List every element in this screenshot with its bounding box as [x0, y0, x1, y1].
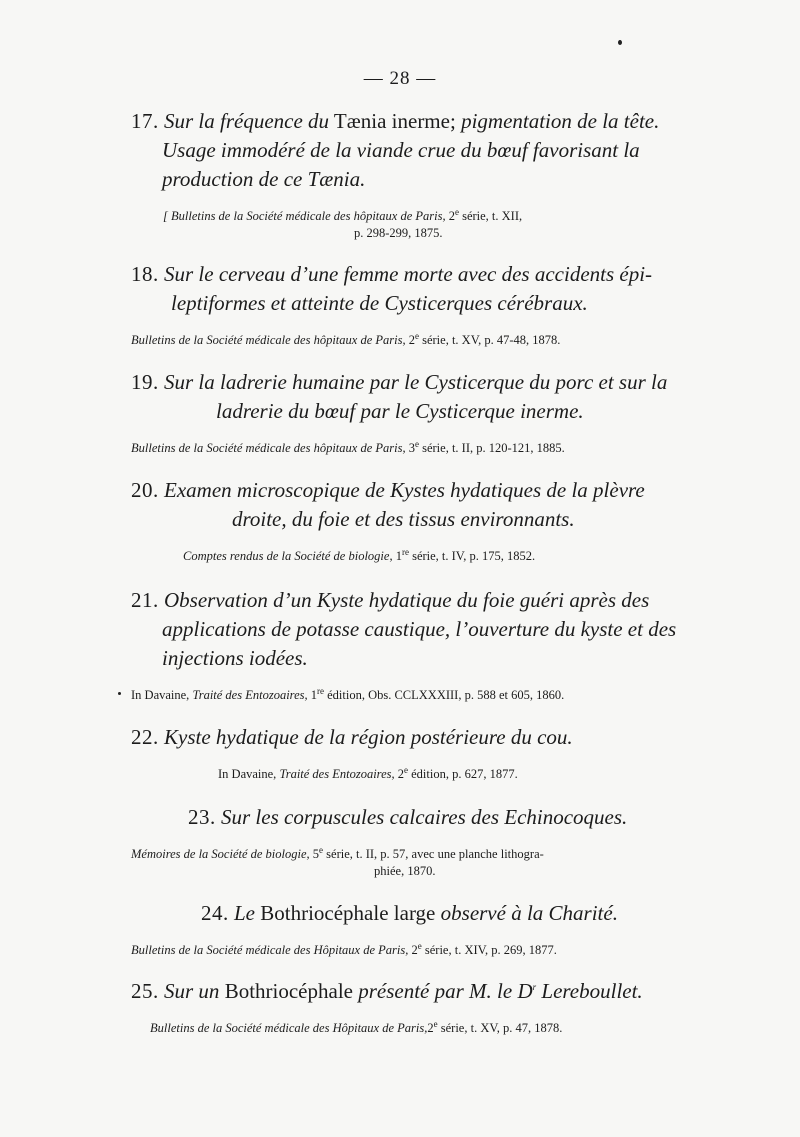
reference-text: 2 [408, 333, 415, 347]
reference-sup: e [414, 330, 419, 341]
entry-reference [0, 766, 800, 783]
reference-text: p. 298-299, 1875. [354, 226, 443, 240]
entry-title-line [0, 615, 800, 644]
title-text: Bothriocéphale large [260, 901, 436, 925]
reference-text: 5 [312, 847, 320, 861]
entry-number: 17. [131, 109, 159, 133]
entry-title-line [0, 289, 800, 318]
reference-text: édition, p. 627, 1877. [407, 767, 518, 781]
title-text: droite, du foie et des tissus environnants. [232, 507, 575, 531]
entry-reference [0, 1020, 800, 1037]
title-text: Tænia inerme [333, 109, 450, 133]
title-text: applications de potasse caustique, l’ouverture du kyste et des [162, 617, 677, 641]
reference-text: série, t. XV, p. 47, 1878. [437, 1021, 563, 1035]
bibliography-entry-22 [0, 723, 800, 783]
entry-reference-line [0, 225, 800, 242]
entry-title [0, 476, 800, 505]
entry-title [0, 368, 800, 397]
title-sup: r [532, 982, 537, 992]
reference-text: 2 [427, 1021, 434, 1035]
entry-title [0, 723, 800, 752]
title-text: leptiformes et atteinte de Cysticerques cérébraux. [171, 291, 588, 315]
entry-title [0, 260, 800, 289]
reference-text: 3 [408, 441, 415, 455]
bibliography-entry-24 [0, 899, 800, 959]
title-text: observé à la Charité. [440, 901, 618, 925]
reference-text: 2 [411, 943, 418, 957]
entry-title [0, 107, 800, 136]
entry-reference [0, 846, 800, 863]
reference-sup: e [454, 206, 459, 217]
reference-source: [ Bulletins de la Société médicale des hôpitaux de Paris, [163, 209, 446, 223]
entry-number: 25. [131, 979, 159, 1003]
entry-reference [0, 687, 800, 704]
entry-title-line [0, 165, 800, 194]
entry-number: 20. [131, 478, 159, 502]
title-text: pigmentation de la tête. [461, 109, 660, 133]
title-text: Sur un [164, 979, 220, 1003]
reference-source: Traité des Entozoaires, [279, 767, 395, 781]
reference-text: In Davaine, [218, 767, 277, 781]
entry-reference [0, 548, 800, 565]
entry-reference-line [0, 863, 800, 880]
entry-reference [0, 942, 800, 959]
reference-text: série, t. XIV, p. 269, 1877. [421, 943, 557, 957]
title-text: production de ce Tænia. [162, 167, 366, 191]
title-text: présenté par M. le D [358, 979, 533, 1003]
entry-number: 19. [131, 370, 159, 394]
reference-text: série, t. XII, [458, 209, 523, 223]
entry-title-line [0, 136, 800, 165]
entry-title-line [0, 644, 800, 673]
entry-title [0, 586, 800, 615]
reference-source: Bulletins de la Société médicale des Hôpitaux de Paris, [150, 1021, 428, 1035]
entry-title [0, 977, 800, 1006]
reference-sup: e [417, 940, 422, 951]
reference-sup: e [403, 764, 408, 775]
entry-number: 22. [131, 725, 159, 749]
title-text: Sur la fréquence du [164, 109, 330, 133]
reference-text: série, t. IV, p. 175, 1852. [408, 549, 536, 563]
reference-text: 1 [395, 549, 402, 563]
title-text: Examen microscopique de Kystes hydatiques de la plèvre [164, 478, 645, 502]
bibliography-entry-18 [0, 260, 800, 349]
reference-source: Bulletins de la Société médicale des Hôpitaux de Paris, [131, 943, 409, 957]
entry-number: 18. [131, 262, 159, 286]
title-text: Lereboullet. [536, 979, 643, 1003]
reference-sup: e [414, 438, 419, 449]
reference-text: phiée, 1870. [374, 864, 436, 878]
bibliography-entry-21 [0, 586, 800, 704]
entry-title [0, 899, 800, 928]
entry-number: 24. [201, 901, 229, 925]
reference-text: série, t. II, p. 57, avec une planche lithogra- [323, 847, 544, 861]
bibliography-entry-25 [0, 977, 800, 1037]
reference-text: série, t. XV, p. 47-48, 1878. [418, 333, 561, 347]
reference-text: 1 [310, 688, 317, 702]
reference-sup: e [319, 844, 324, 855]
reference-text: 2 [397, 767, 404, 781]
title-text: Sur le cerveau d’une femme morte avec des accidents épi- [164, 262, 653, 286]
reference-source: Mémoires de la Société de biologie, [131, 847, 310, 861]
entry-number: 21. [131, 588, 159, 612]
title-text: ; [449, 109, 462, 133]
reference-source: Bulletins de la Société médicale des hôpitaux de Paris, [131, 441, 406, 455]
entry-reference [0, 208, 800, 225]
entry-title-line [0, 397, 800, 426]
reference-text: édition, Obs. CCLXXXIII, p. 588 et 605, 1860. [323, 688, 565, 702]
page-number: — 28 — [363, 68, 437, 89]
title-text: Bothriocéphale [224, 979, 353, 1003]
reference-text: 2 [448, 209, 455, 223]
reference-source: Traité des Entozoaires, [192, 688, 308, 702]
title-text: injections iodées. [162, 646, 308, 670]
bibliography-entry-23 [0, 803, 800, 880]
title-text: Kyste hydatique de la région postérieure du cou. [164, 725, 573, 749]
ink-speck [618, 40, 622, 45]
entry-reference [0, 332, 800, 349]
reference-source: Bulletins de la Société médicale des hôpitaux de Paris, [131, 333, 406, 347]
entry-title-line [0, 505, 800, 534]
reference-sup: re [401, 546, 409, 557]
title-text: Le [234, 901, 255, 925]
title-text: Usage immodéré de la viande crue du bœuf favorisant la [162, 138, 640, 162]
reference-sup: e [433, 1018, 438, 1029]
entry-reference [0, 440, 800, 457]
reference-text: série, t. II, p. 120-121, 1885. [418, 441, 565, 455]
entry-number: 23. [188, 805, 216, 829]
entry-title [0, 803, 800, 832]
bibliography-entry-17 [0, 107, 800, 242]
bibliography-entry-19 [0, 368, 800, 457]
reference-sup: re [316, 685, 324, 696]
title-text: ladrerie du bœuf par le Cysticerque inerme. [216, 399, 584, 423]
title-text: Sur la ladrerie humaine par le Cysticerque du porc et sur la [164, 370, 668, 394]
reference-source: Comptes rendus de la Société de biologie, [183, 549, 393, 563]
bibliography-entry-20 [0, 476, 800, 565]
reference-text: In Davaine, [131, 688, 190, 702]
title-text: Sur les corpuscules calcaires des Echinocoques. [221, 805, 628, 829]
title-text: Observation d’un Kyste hydatique du foie guéri après des [164, 588, 650, 612]
